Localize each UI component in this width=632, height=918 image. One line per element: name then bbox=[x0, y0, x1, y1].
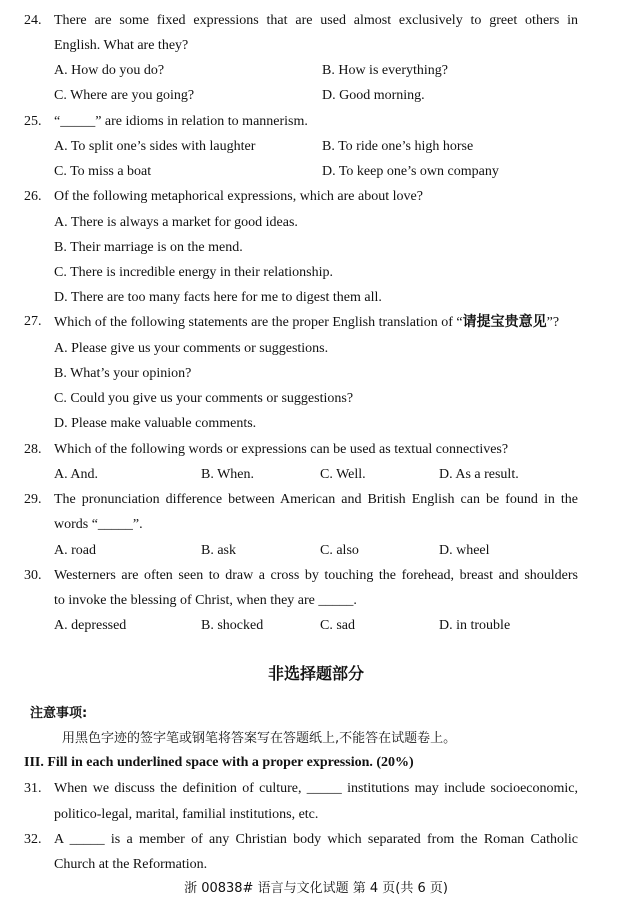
option-d: D. As a result. bbox=[439, 467, 519, 482]
option-a: A. To split one’s sides with laughter bbox=[54, 139, 256, 154]
option-c: C. Where are you going? bbox=[54, 88, 195, 103]
question-text-part: ”? bbox=[546, 315, 560, 330]
question-text: Church at the Reformation. bbox=[54, 857, 208, 872]
question-text-part: Which of the following statements are the proper English translation of “ bbox=[54, 315, 463, 330]
option-d: D. in trouble bbox=[439, 618, 511, 633]
option-b: B. When. bbox=[201, 467, 255, 482]
question-text: The pronunciation difference between American and British English can be found in the bbox=[54, 492, 578, 507]
option-d: D. Good morning. bbox=[322, 88, 425, 103]
option-b: B. To ride one’s high horse bbox=[322, 139, 474, 154]
question-text: to invoke the blessing of Christ, when they are _____. bbox=[54, 593, 357, 608]
option-d: D. There are too many facts here for me to digest them all. bbox=[54, 290, 382, 305]
option-a: A. There is always a market for good ideas. bbox=[54, 215, 298, 230]
option-a: A. And. bbox=[54, 467, 98, 482]
option-d: D. To keep one’s own company bbox=[322, 164, 499, 179]
notice-label: 注意事项: bbox=[30, 706, 88, 721]
question-text: A _____ is a member of any Christian body which separated from the Roman Catholic bbox=[54, 832, 578, 847]
question-text bbox=[54, 313, 559, 332]
question-text: When we discuss the definition of culture, _____ institutions may include socioeconomic, bbox=[54, 781, 578, 796]
question-text: words “_____”. bbox=[54, 517, 143, 532]
option-a: A. road bbox=[54, 543, 96, 558]
notice-text: 用黑色字迹的签字笔或钢笔将答案写在答题纸上,不能答在试题卷上。 bbox=[62, 731, 457, 746]
question-text: Of the following metaphorical expressions, which are about love? bbox=[54, 189, 423, 204]
section-title: 非选择题部分 bbox=[267, 664, 364, 683]
option-b: B. What’s your opinion? bbox=[54, 366, 192, 381]
question-number: 27. bbox=[24, 314, 42, 329]
question-text: politico-legal, marital, familial institutions, etc. bbox=[54, 807, 319, 822]
option-c: C. Well. bbox=[320, 467, 366, 482]
question-number: 28. bbox=[24, 442, 42, 457]
option-c: C. sad bbox=[320, 618, 355, 633]
option-c: C. There is incredible energy in their relationship. bbox=[54, 265, 334, 280]
question-text: “_____” are idioms in relation to mannerism. bbox=[54, 114, 308, 129]
option-a: A. Please give us your comments or suggestions. bbox=[54, 341, 329, 356]
page-footer: 浙 00838# 语言与文化试题 第 4 页(共 6 页) bbox=[184, 881, 448, 896]
question-text: There are some fixed expressions that are used almost exclusively to greet others in bbox=[54, 13, 578, 28]
option-a: A. How do you do? bbox=[54, 63, 165, 78]
question-text: Which of the following words or expressions can be used as textual connectives? bbox=[54, 442, 509, 457]
question-text: English. What are they? bbox=[54, 38, 189, 53]
part-heading: III. Fill in each underlined space with a proper expression. (20%) bbox=[24, 755, 414, 770]
option-b: B. Their marriage is on the mend. bbox=[54, 240, 243, 255]
option-b: B. ask bbox=[201, 543, 236, 558]
option-b: B. How is everything? bbox=[322, 63, 448, 78]
chinese-phrase: 请提宝贵意见 bbox=[462, 314, 547, 330]
question-text: Westerners are often seen to draw a cross by touching the forehead, breast and shoulders bbox=[54, 568, 578, 583]
option-d: D. Please make valuable comments. bbox=[54, 416, 257, 431]
option-d: D. wheel bbox=[439, 543, 490, 558]
question-number: 24. bbox=[24, 13, 42, 28]
question-number: 32. bbox=[24, 832, 42, 847]
question-number: 30. bbox=[24, 568, 42, 583]
option-b: B. shocked bbox=[201, 618, 264, 633]
option-c: C. To miss a boat bbox=[54, 164, 152, 179]
question-number: 31. bbox=[24, 781, 42, 796]
question-number: 26. bbox=[24, 189, 42, 204]
option-a: A. depressed bbox=[54, 618, 127, 633]
question-number: 29. bbox=[24, 492, 42, 507]
question-number: 25. bbox=[24, 114, 42, 129]
option-c: C. Could you give us your comments or suggestions? bbox=[54, 391, 354, 406]
option-c: C. also bbox=[320, 543, 359, 558]
